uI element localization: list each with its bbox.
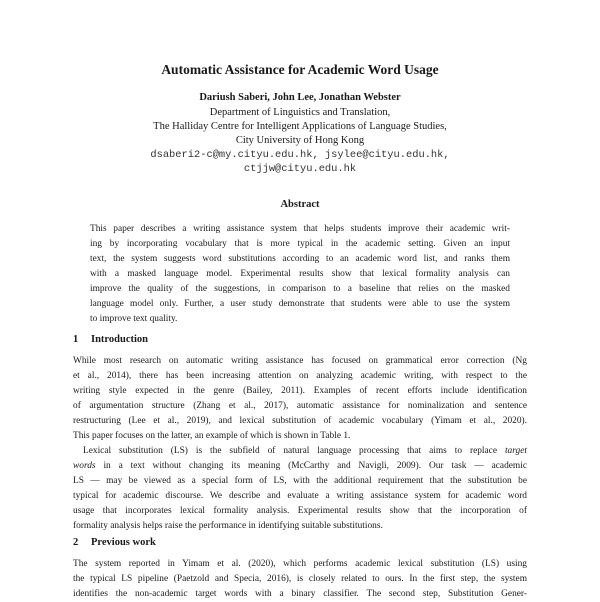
italic-term: target [504,446,527,456]
abstract-text [90,222,510,327]
body-line: This paper focuses on the latter, an example of which is shown in Table 1. [73,431,351,441]
section-title: Previous work [91,537,156,548]
section-number: 1 [73,334,79,345]
body-text-run: Lexical substitution (LS) is the subfield of natural language processing that aims to replace [83,446,498,456]
author-emails: dsaberi2-c@my.cityu.edu.hk, jsylee@cityu.edu.hk, [150,149,450,161]
body-line: typical for academic discourse. We describe and evaluate a writing assistance system for academic word [73,491,527,501]
abstract-heading: Abstract [280,199,320,210]
abstract-line: ing by incorporating vocabulary that is more typical in the academic setting. Given an input [90,239,510,249]
body-line: et al., 2014), there has been increasing attention on analyzing academic writing, with respect to the [73,371,527,381]
intro-paragraph-1 [73,354,527,444]
intro-paragraph-2 [73,444,527,534]
abstract-line: improve the quality of the suggestions, in comparison to a baseline that relies on the masked [90,284,510,294]
body-line: restructuring (Lee et al., 2019), and lexical substitution of academic vocabulary (Yimam et al., 2020). [73,416,527,426]
abstract-line: to improve text quality. [90,314,178,324]
body-line [73,444,527,459]
section-heading-previous-work [73,537,156,548]
affiliation-line: Department of Linguistics and Translation, [209,107,391,118]
body-line: LS — may be viewed as a special form of LS, with the additional requirement that the substitution be [73,476,527,486]
affiliation-line: City University of Hong Kong [235,135,365,146]
body-line: The system reported in Yimam et al. (2020), which performs academic lexical substitution (LS) using [73,559,527,569]
abstract-line: text, the system suggests word substitutions according to an academic word list, and ranks them [90,254,510,264]
body-line: While most research on automatic writing assistance has focused on grammatical error correction (Ng [73,356,527,366]
body-line: identifies the non-academic target words with a binary classifier. The second step, Substitution Gener- [73,589,527,599]
body-line [73,459,527,474]
paper-title: Automatic Assistance for Academic Word Usage [161,62,439,77]
body-line: of argumentation structure (Zhang et al., 2017), automatic assistance for nominalization and sentence [73,401,527,411]
previous-work-paragraph [73,557,527,602]
body-line: writing style expected in the genre (Bailey, 2011). Examples of recent efforts include identification [73,386,527,396]
body-line: formality analysis helps raise the performance in identifying suitable substitutions. [73,521,383,531]
abstract-line: with a masked language model. Experimental results show that lexical formality analysis can [90,269,510,279]
body-line: usage that incorporates lexical formality analysis. Experimental results show that the incorporation of [73,506,527,516]
affiliation-line: The Halliday Centre for Intelligent Applications of Language Studies, [153,121,447,132]
body-line: the typical LS pipeline (Paetzold and Specia, 2016), is closely related to ours. In the first step, the system [73,574,527,584]
abstract-line: language model only. Further, a user study demonstrate that students were able to use the system [90,299,510,309]
italic-term: words [73,461,96,471]
author-names: Dariush Saberi, John Lee, Jonathan Webster [199,92,401,103]
author-emails: ctjjw@cityu.edu.hk [243,163,357,175]
body-text-run: in a text without changing its meaning (McCarthy and Navigli, 2009). Our task — academic [95,461,527,471]
section-number: 2 [73,537,79,548]
section-heading-introduction [73,334,148,345]
section-title: Introduction [91,334,148,345]
abstract-line: This paper describes a writing assistance system that helps students improve their academic writ- [90,224,510,234]
